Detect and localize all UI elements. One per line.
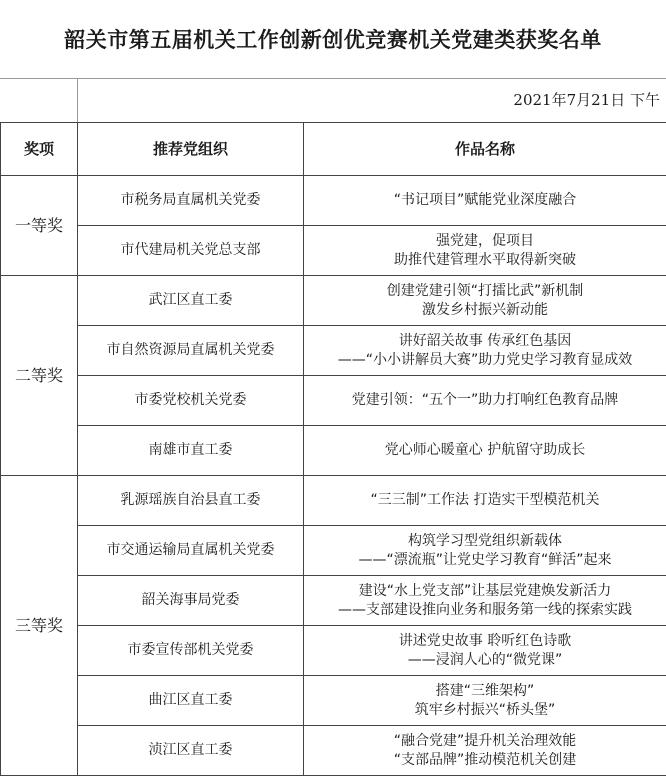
- table-row: [1, 426, 666, 476]
- work-cell: [304, 576, 666, 626]
- work-cell: [304, 226, 666, 276]
- org-cell: 市委党校机关党委: [78, 376, 304, 426]
- work-cell: [304, 326, 666, 376]
- org-cell: 南雄市直工委: [78, 426, 304, 476]
- page-title: 韶关市第五届机关工作创新创优竞赛机关党建类获奖名单: [64, 27, 602, 52]
- table-row: [1, 376, 666, 426]
- org-cell: 武江区直工委: [78, 276, 304, 326]
- header-award: 奖项: [1, 123, 78, 176]
- publish-date: 2021年7月21日 下午: [513, 91, 660, 109]
- work-title-line: ——“小小讲解员大赛”助力党史学习教育显成效: [337, 351, 633, 368]
- table-row: [1, 226, 666, 276]
- org-cell: 浈江区直工委: [78, 726, 304, 776]
- table-body: [1, 176, 666, 776]
- work-title-line: “支部品牌”推动模范机关创建: [393, 751, 577, 768]
- table-header-row: [1, 123, 666, 176]
- header-org: 推荐党组织: [78, 123, 304, 176]
- work-cell: [304, 726, 666, 776]
- table-row: [1, 176, 666, 226]
- work-title-line: 激发乡村振兴新动能: [422, 301, 548, 318]
- org-cell: 市交通运输局直属机关党委: [78, 526, 304, 576]
- work-cell: [304, 676, 666, 726]
- work-title-line: 党心师心暖童心 护航留守助成长: [384, 442, 586, 458]
- award-level-cell: 三等奖: [1, 476, 78, 776]
- work-title-line: 搭建“三维架构”: [435, 682, 535, 699]
- award-table: [0, 122, 666, 776]
- work-title-line: 创建党建引领“打擂比武”新机制: [386, 282, 584, 299]
- table-row: [1, 476, 666, 526]
- org-cell: 市代建局机关党总支部: [78, 226, 304, 276]
- org-cell: 市税务局直属机关党委: [78, 176, 304, 226]
- work-title-line: ——浸润人心的“微党课”: [407, 651, 563, 668]
- work-cell: [304, 476, 666, 526]
- date-row-divider: [77, 78, 78, 122]
- table-row: [1, 576, 666, 626]
- date-row: [0, 78, 666, 122]
- work-title-line: 构筑学习型党组织新载体: [408, 532, 562, 549]
- table-row: [1, 276, 666, 326]
- work-title-line: “书记项目”赋能党业深度融合: [393, 192, 577, 208]
- table-row: [1, 726, 666, 776]
- header-work: 作品名称: [304, 123, 666, 176]
- work-cell: [304, 176, 666, 226]
- work-cell: [304, 426, 666, 476]
- work-title-line: ——“漂流瓶”让党史学习教育“鲜活”起来: [358, 551, 612, 568]
- award-level-cell: 二等奖: [1, 276, 78, 476]
- work-cell: [304, 376, 666, 426]
- work-title-line: 筑牢乡村振兴“桥头堡”: [414, 701, 556, 718]
- org-cell: 乳源瑶族自治县直工委: [78, 476, 304, 526]
- work-cell: [304, 526, 666, 576]
- work-title-line: ——支部建设推向业务和服务第一线的探索实践: [338, 601, 632, 618]
- award-level-cell: 一等奖: [1, 176, 78, 276]
- work-cell: [304, 626, 666, 676]
- work-title-line: “三三制”工作法 打造实干型模范机关: [370, 492, 600, 508]
- work-title-line: 讲好韶关故事 传承红色基因: [398, 332, 572, 349]
- work-cell: [304, 276, 666, 326]
- org-cell: 曲江区直工委: [78, 676, 304, 726]
- work-title-line: “融合党建”提升机关治理效能: [393, 732, 577, 749]
- org-cell: 市委宣传部机关党委: [78, 626, 304, 676]
- work-title-line: 强党建，促项目: [436, 232, 534, 249]
- work-title-line: 讲述党史故事 聆听红色诗歌: [398, 632, 572, 649]
- work-title-line: 党建引领：“五个一”助力打响红色教育品牌: [351, 392, 619, 408]
- work-title-line: 建设“水上党支部”让基层党建焕发新活力: [358, 582, 612, 599]
- table-row: [1, 626, 666, 676]
- table-row: [1, 526, 666, 576]
- table-row: [1, 676, 666, 726]
- org-cell: 韶关海事局党委: [78, 576, 304, 626]
- work-title-line: 助推代建管理水平取得新突破: [394, 251, 576, 268]
- org-cell: 市自然资源局直属机关党委: [78, 326, 304, 376]
- table-row: [1, 326, 666, 376]
